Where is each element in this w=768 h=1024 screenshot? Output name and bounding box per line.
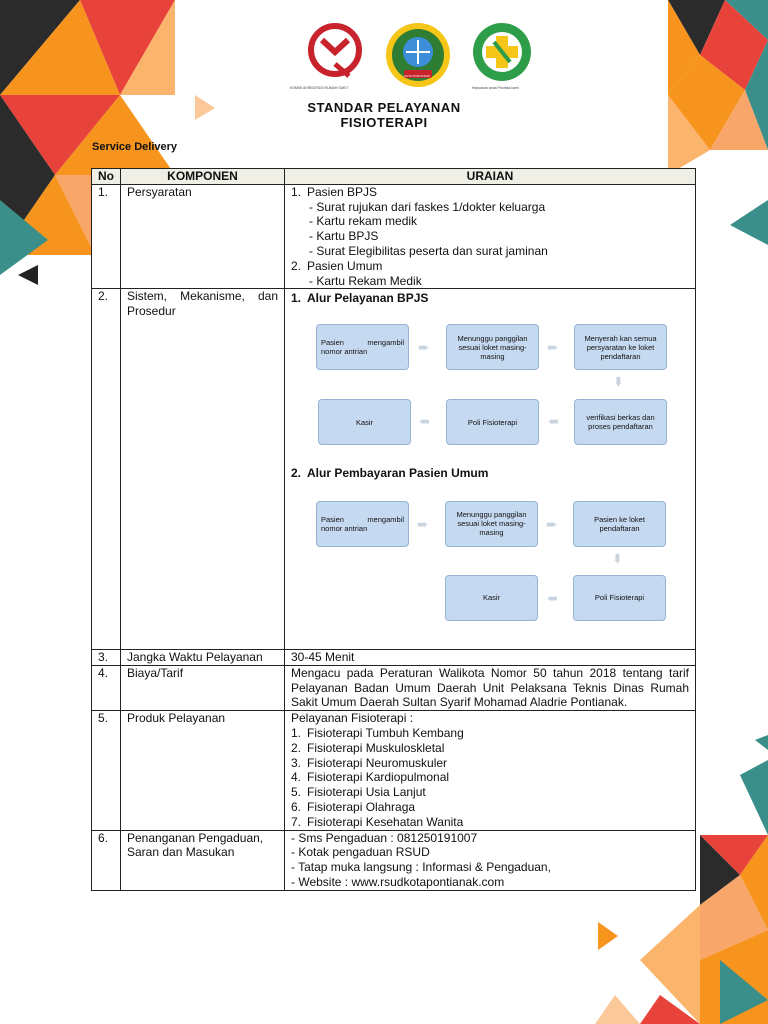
list-item: 2. Fisioterapi Muskuloskletal (291, 740, 445, 755)
bg-shape (740, 760, 768, 835)
header-uraian: URAIAN (285, 169, 696, 185)
kota-pontianak-caption: KOTA PONTIANAK (404, 74, 430, 78)
list-item: - Sms Pengaduan : 081250191007 (291, 830, 478, 845)
row-uraian (285, 184, 696, 289)
row-number: 3. (92, 649, 121, 665)
rsud-logo-caption: Kepuasan anda Prioritas kami (472, 86, 519, 90)
kars-logo-caption: KOMISI AKREDITASI RUMAH SAKIT (290, 86, 349, 90)
list-item: - Surat Elegibilitas peserta dan surat jaminan (309, 243, 548, 258)
list-item: - Surat rujukan dari faskes 1/dokter keluarga (309, 199, 546, 214)
list-item: 5. Fisioterapi Usia Lanjut (291, 785, 426, 800)
list-item: 6. Fisioterapi Olahraga (291, 799, 416, 814)
list-item: - Kartu rekam medik (309, 214, 418, 229)
title-line-2: FISIOTERAPI (340, 115, 428, 130)
list-item: 1. Pasien BPJS (291, 184, 378, 199)
row-number: 6. (92, 830, 121, 890)
header-no: No (92, 169, 121, 185)
list-item: 3. Fisioterapi Neuromuskuler (291, 755, 448, 770)
row-komponen: Penanganan Pengaduan, Saran dan Masukan (121, 830, 285, 890)
list-item: 2. Pasien Umum (291, 258, 383, 273)
table-row (92, 649, 696, 665)
bg-shape (595, 995, 640, 1024)
row-uraian (285, 830, 696, 890)
row-number: 4. (92, 665, 121, 710)
row-komponen: Sistem, Mekanisme, dan Prosedur (121, 289, 285, 650)
list-item: - Kotak pengaduan RSUD (291, 845, 430, 860)
row-uraian (285, 289, 696, 650)
flow-box: Menunggu panggilan sesuai loket masing-masing (445, 501, 538, 547)
bg-shape (598, 922, 618, 950)
table-row (92, 711, 696, 830)
table-row (92, 830, 696, 890)
arrow-left-icon: ➨ (418, 413, 430, 430)
flow-box: Pasien mengambil nomor antrian (316, 324, 409, 370)
row-komponen: Biaya/Tarif (121, 665, 285, 710)
pontianak-shield-icon (384, 22, 452, 90)
arrow-down-icon: ➨ (609, 553, 626, 565)
table-row (92, 665, 696, 710)
arrow-left-icon: ➨ (547, 413, 559, 430)
row-number: 2. (92, 289, 121, 650)
bg-shape (18, 265, 38, 285)
website-link: - Website : www.rsudkotapontianak.com (291, 874, 505, 889)
row-komponen: Produk Pelayanan (121, 711, 285, 830)
flow-bpjs-title: 1. Alur Pelayanan BPJS (291, 291, 429, 306)
flow-box: Poli Fisioterapi (446, 399, 539, 445)
flow-box: Kasir (445, 575, 538, 621)
kars-emblem-icon (304, 22, 366, 84)
kars-logo (290, 22, 366, 90)
service-standard-table (91, 168, 696, 891)
arrow-right-icon: ➨ (418, 339, 430, 356)
rsud-logo (470, 22, 534, 91)
flow-box: Pasien ke loket pendaftaran (573, 501, 666, 547)
list-item: - Tatap muka langsung : Informasi & Pengaduan, (291, 860, 551, 875)
table-row (92, 184, 696, 289)
table-row (92, 289, 696, 650)
list-item: - Kartu Rekam Medik (309, 273, 422, 288)
flow-umum-diagram (291, 481, 689, 649)
row-komponen: Jangka Waktu Pelayanan (121, 649, 285, 665)
arrow-down-icon: ➨ (610, 376, 627, 389)
row-uraian: Mengacu pada Peraturan Walikota Nomor 50 tahun 2018 tentang tarif Pelayanan Badan Umum Daerah Unit Pelaksana Teknis Dinas Rumah Sakit Umum Daerah Sultan Syarif Mohamad Aladrie Pontianak. (285, 665, 696, 710)
section-subtitle: Service Delivery (92, 141, 178, 153)
flow-bpjs-diagram (291, 306, 689, 464)
flow-umum-title: 2. Alur Pembayaran Pasien Umum (291, 466, 489, 481)
rsud-cross-icon (470, 22, 534, 86)
arrow-right-icon: ➨ (546, 515, 558, 532)
list-item: 1. Fisioterapi Tumbuh Kembang (291, 725, 464, 740)
table-header-row (92, 169, 696, 185)
list-item: 4. Fisioterapi Kardiopulmonal (291, 770, 450, 785)
list-item: 7. Fisioterapi Kesehatan Wanita (291, 814, 464, 829)
flow-box: Poli Fisioterapi (573, 575, 666, 621)
flow-box: Menunggu panggilan sesuai loket masing-masing (446, 324, 539, 370)
flow-box: Menyerah kan semua persyaratan ke loket pendaftaran (574, 324, 667, 370)
row-number: 5. (92, 711, 121, 830)
row-komponen: Persyaratan (121, 184, 285, 289)
header-komponen: KOMPONEN (121, 169, 285, 185)
row-uraian (285, 711, 696, 830)
list-item: - Kartu BPJS (309, 229, 379, 244)
row-number: 1. (92, 184, 121, 289)
logo-bar (290, 22, 540, 92)
flow-box: Pasien mengambil nomor antrian (316, 501, 409, 547)
row-uraian: 30-45 Menit (285, 649, 696, 665)
bg-shape (755, 735, 768, 750)
produk-intro: Pelayanan Fisioterapi : (291, 711, 414, 726)
document-title (0, 100, 768, 130)
flow-box: Kasir (318, 399, 411, 445)
arrow-left-icon: ➨ (546, 589, 558, 606)
title-line-1: STANDAR PELAYANAN (307, 100, 461, 115)
arrow-right-icon: ➨ (417, 515, 429, 532)
bg-shape (730, 200, 768, 245)
flow-box: verifikasi berkas dan proses pendaftaran (574, 399, 667, 445)
arrow-right-icon: ➨ (547, 339, 559, 356)
kota-pontianak-logo (384, 22, 452, 95)
